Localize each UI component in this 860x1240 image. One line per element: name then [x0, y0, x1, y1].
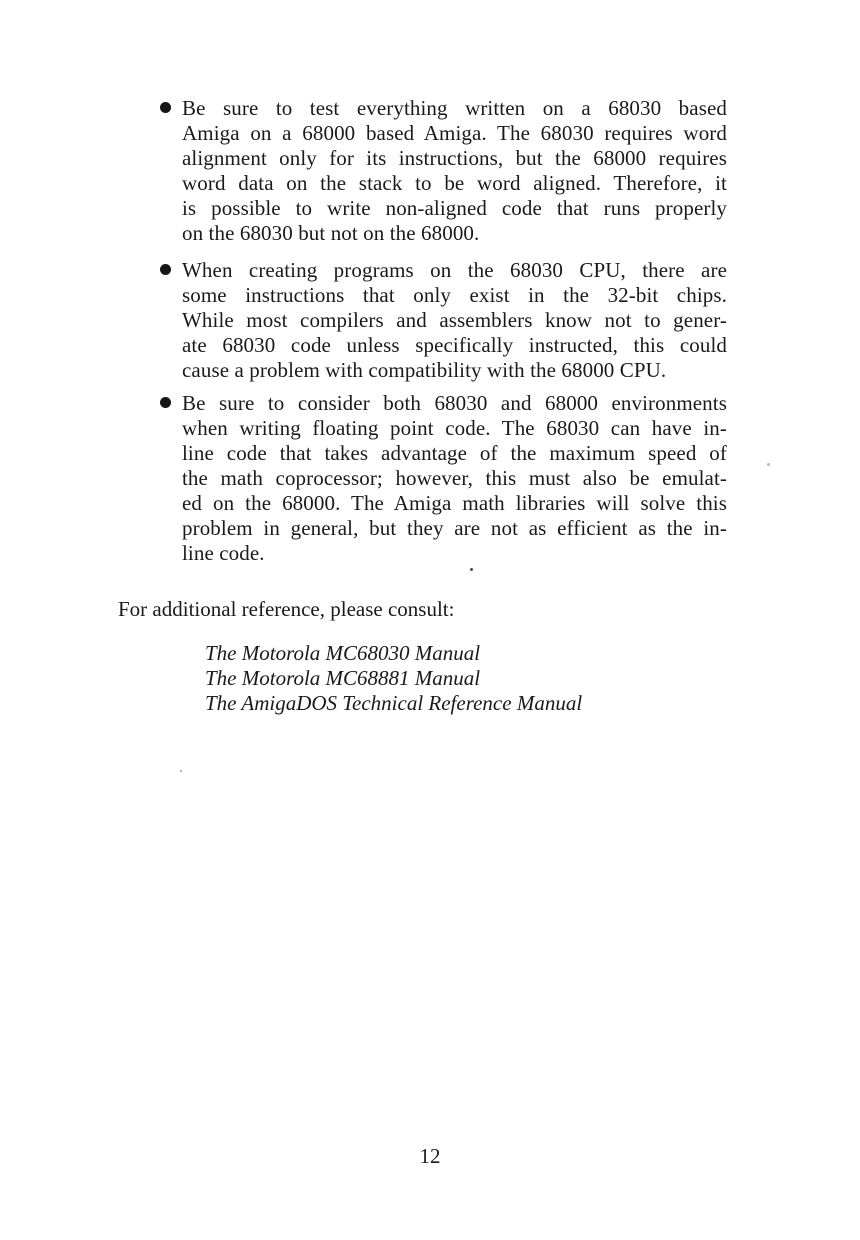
bullet-item — [118, 258, 727, 383]
bullet-line: Be sure to consider both 68030 and 68000 environments — [182, 391, 727, 415]
bullet-line: ed on the 68000. The Amiga math libraries will solve this — [182, 491, 727, 515]
bullet-line: When creating programs on the 68030 CPU, there are — [182, 258, 727, 282]
bullet-line: some instructions that only exist in the 32-bit chips. — [182, 283, 727, 307]
scan-speck — [470, 568, 473, 571]
bullet-line: the math coprocessor; however, this must also be emulat- — [182, 466, 727, 490]
reference-title: The Motorola MC68030 Manual — [205, 641, 481, 665]
reference-title: The AmigaDOS Technical Reference Manual — [205, 691, 583, 715]
bullet-line: when writing floating point code. The 68030 can have in- — [182, 416, 727, 440]
bullet-line: word data on the stack to be word aligned. Therefore, it — [182, 171, 727, 195]
scan-speck — [180, 770, 182, 772]
bullet-line: alignment only for its instructions, but the 68000 requires — [182, 146, 727, 170]
bullet-item — [118, 391, 727, 566]
bullet-line: ate 68030 code unless specifically instructed, this could — [182, 333, 727, 357]
bullet-line: line code. — [182, 541, 265, 565]
reference-list — [205, 641, 727, 716]
bullet-line: is possible to write non-aligned code that runs properly — [182, 196, 727, 220]
bullet-line: problem in general, but they are not as efficient as the in- — [182, 516, 727, 540]
bullet-line: Amiga on a 68000 based Amiga. The 68030 requires word — [182, 121, 727, 145]
page-content — [118, 96, 727, 716]
bullet-item — [118, 96, 727, 246]
bullet-line: While most compilers and assemblers know not to gener- — [182, 308, 727, 332]
bullet-marker — [160, 264, 171, 275]
bullet-marker — [160, 397, 171, 408]
bullet-line: Be sure to test everything written on a 68030 based — [182, 96, 727, 120]
bullet-marker — [160, 102, 171, 113]
consult-intro: For additional reference, please consult: — [118, 597, 455, 621]
bullet-line: on the 68030 but not on the 68000. — [182, 221, 480, 245]
scan-speck — [767, 463, 770, 466]
page-number: 12 — [419, 1144, 441, 1168]
bullet-line: line code that takes advantage of the maximum speed of — [182, 441, 727, 465]
bullet-line: cause a problem with compatibility with the 68000 CPU. — [182, 358, 667, 382]
reference-title: The Motorola MC68881 Manual — [205, 666, 481, 690]
